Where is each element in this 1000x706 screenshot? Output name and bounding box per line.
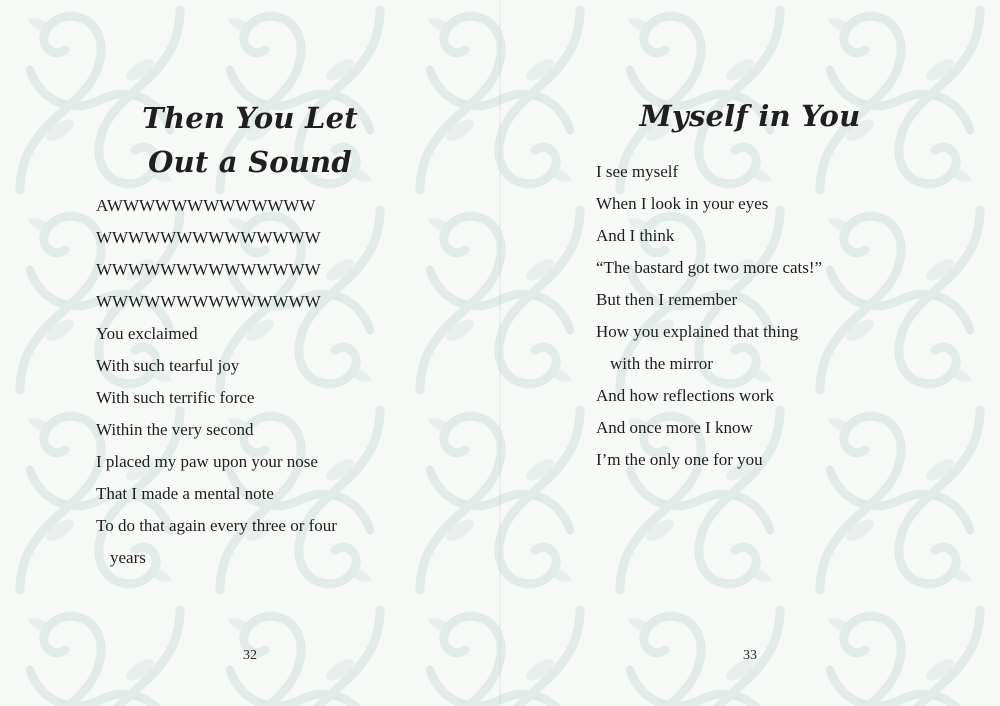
poem-line: “The bastard got two more cats!” [596, 258, 823, 277]
right-page [500, 0, 1000, 706]
poem-line: I placed my paw upon your nose [96, 452, 318, 471]
poem-line: That I made a mental note [96, 484, 274, 503]
poem-line: WWWWWWWWWWWWWW [96, 260, 321, 279]
poem-line: With such terrific force [96, 388, 255, 407]
poem-line: You exclaimed [96, 324, 198, 343]
right-title-line: Myself in You [639, 99, 861, 133]
poem-line: And I think [596, 226, 675, 245]
poem-line: With such tearful joy [96, 356, 240, 375]
poem-line-continuation: years [110, 548, 146, 567]
poem-line: WWWWWWWWWWWWWW [96, 228, 321, 247]
poem-line: WWWWWWWWWWWWWW [96, 292, 321, 311]
right-page-number: 33 [743, 648, 757, 663]
poem-line-continuation: with the mirror [610, 354, 713, 373]
poem-line: How you explained that thing [596, 322, 799, 341]
left-title-line: Then You Let [142, 101, 358, 135]
poem-line: Within the very second [96, 420, 254, 439]
poem-line: And once more I know [596, 418, 753, 437]
poem-line: I’m the only one for you [596, 450, 763, 469]
left-title-line: Out a Sound [148, 145, 352, 179]
poem-line: But then I remember [596, 290, 738, 309]
right-poem-body [596, 156, 822, 476]
poem-line: When I look in your eyes [596, 194, 769, 213]
poem-line: And how reflections work [596, 386, 774, 405]
poem-line: AWWWWWWWWWWWWW [96, 196, 316, 215]
left-poem-body [96, 190, 337, 574]
left-poem-title [100, 96, 400, 184]
poem-line: I see myself [596, 162, 679, 181]
right-poem-title [630, 94, 870, 138]
left-page-number: 32 [243, 648, 257, 663]
poem-line: To do that again every three or four [96, 516, 337, 535]
